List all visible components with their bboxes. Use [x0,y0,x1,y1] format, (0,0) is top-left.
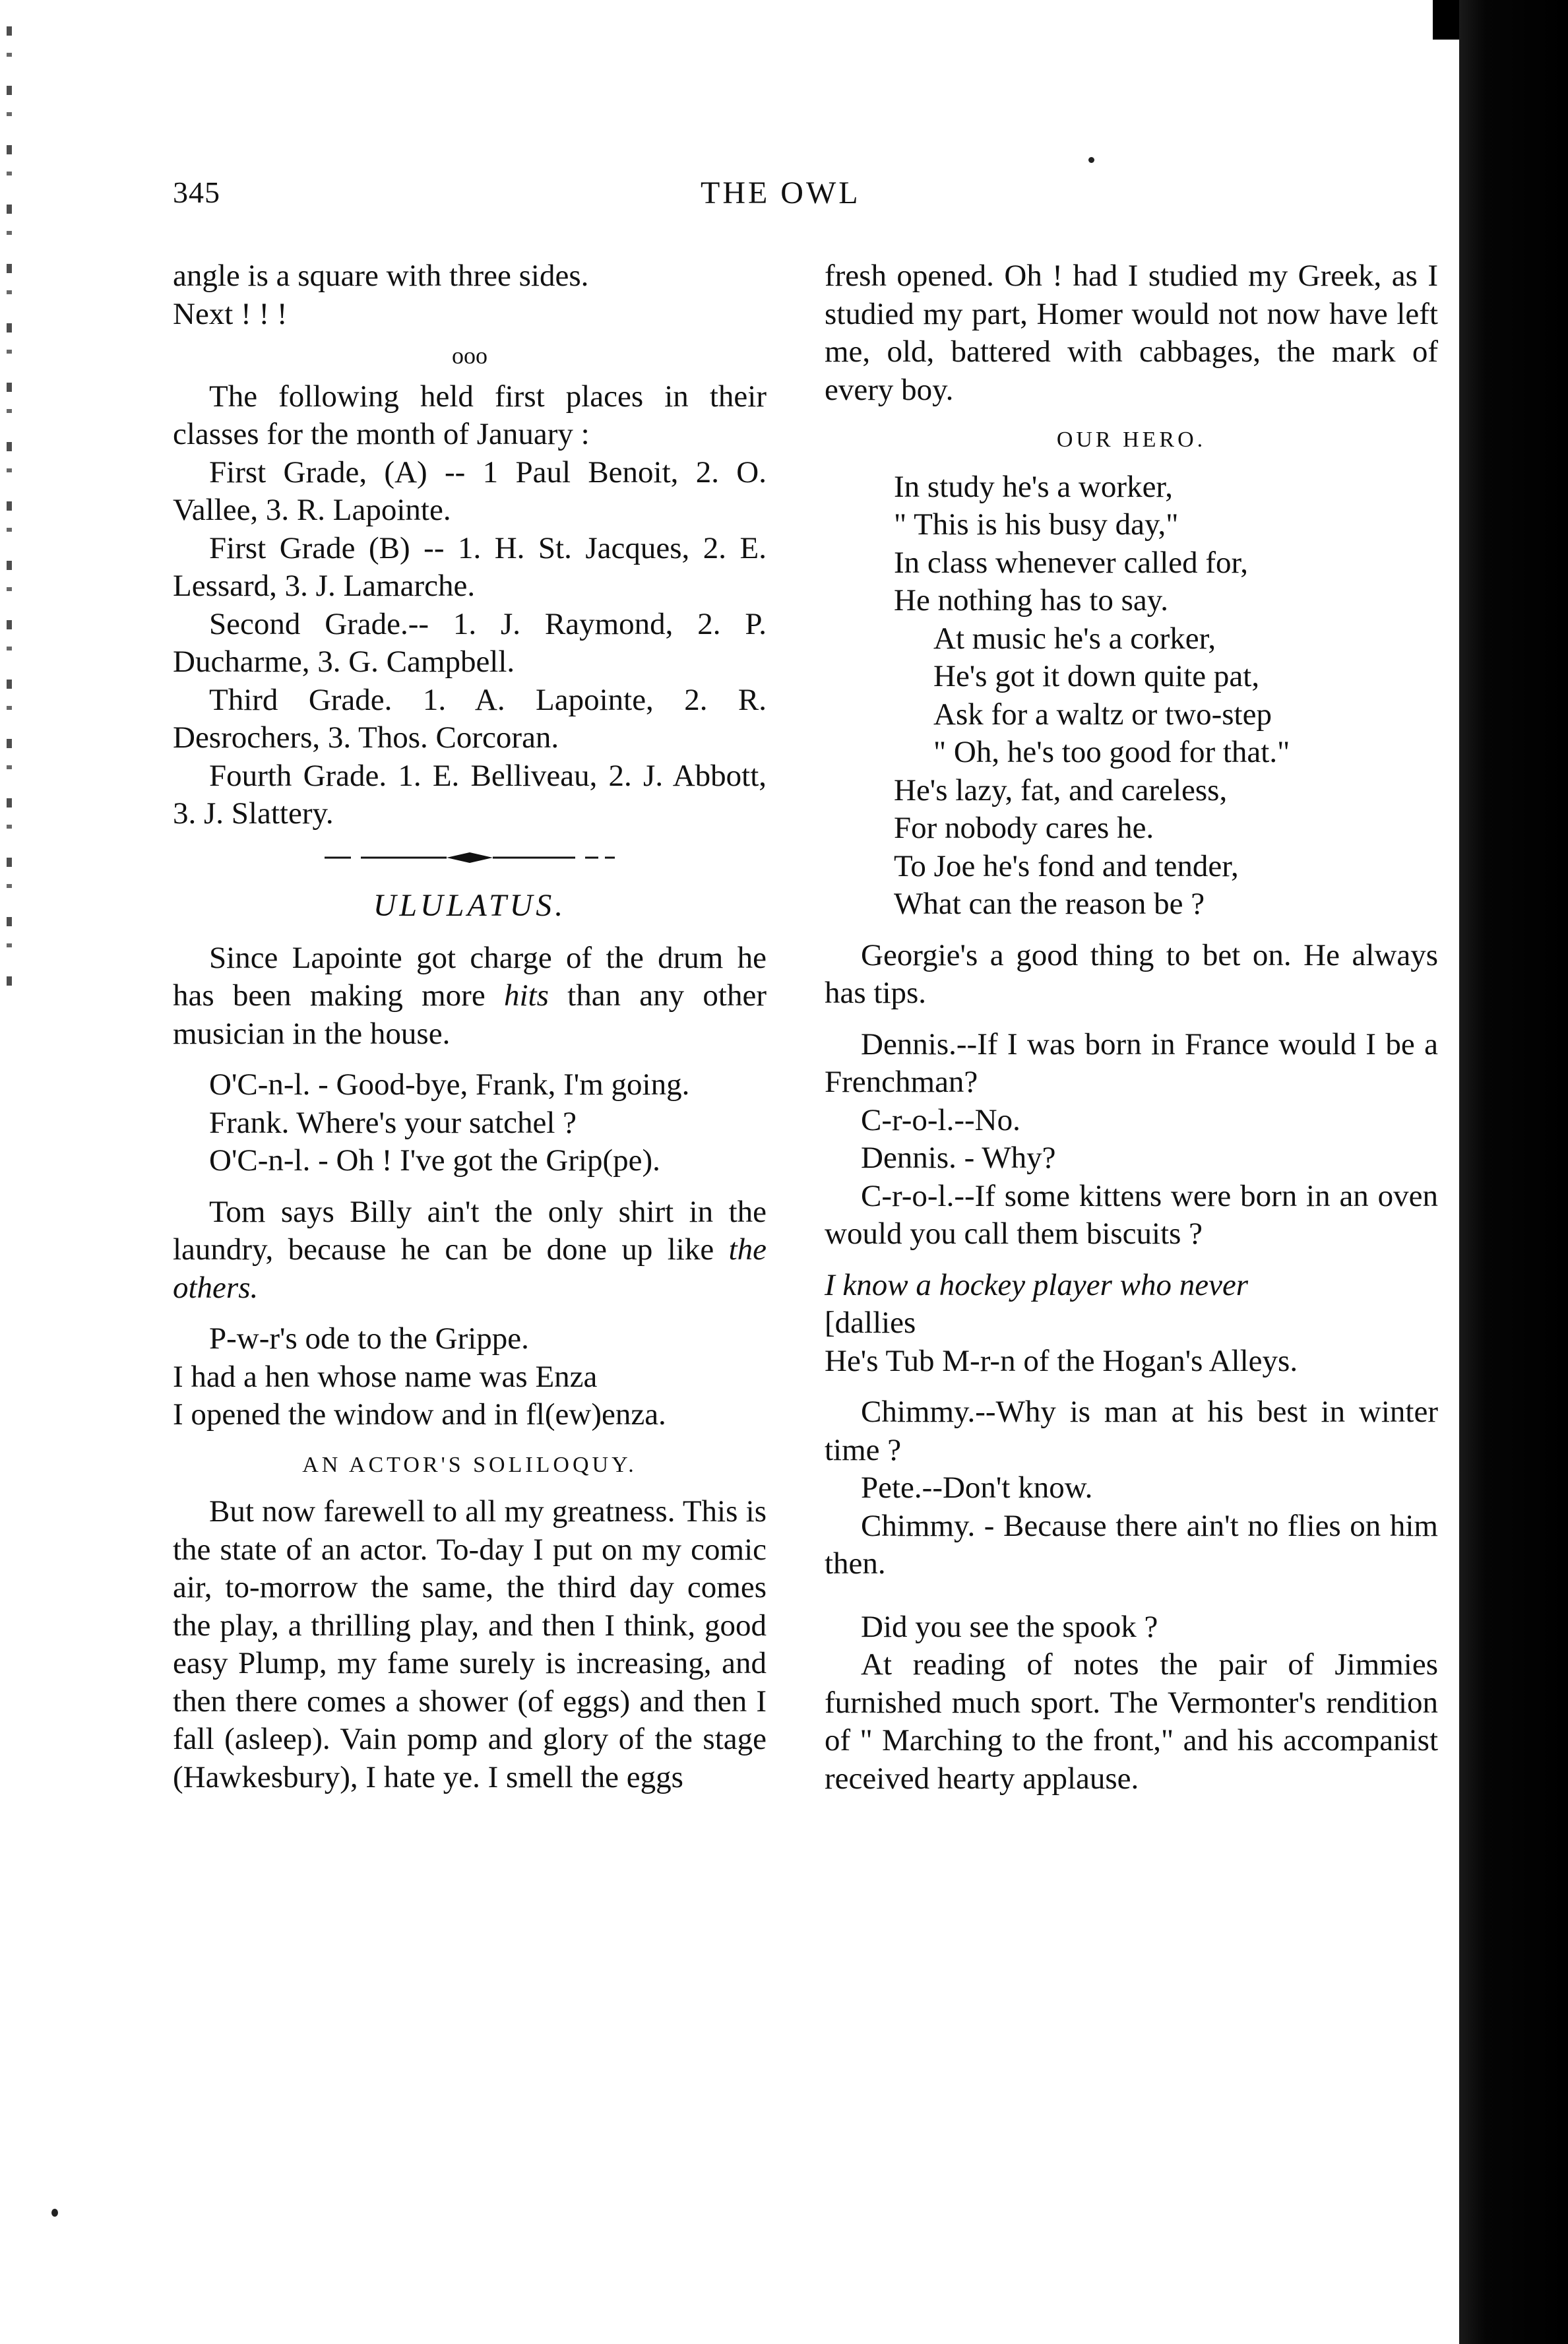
dennis-line: Dennis. - Why? [861,1141,1056,1175]
tom-emphasis: the others. [173,1232,767,1305]
poem-line: To Joe he's fond and tender, [894,848,1239,883]
poem-line: What can the reason be ? [894,887,1205,921]
ode-line: I opened the window and in fl(ew)enza. [173,1397,666,1432]
poem-line: " This is his busy day," [894,507,1179,542]
poem-line: At music he's a corker, [933,621,1216,656]
left-column [173,257,767,1796]
chimmy-line: Chimmy. - Because there ain't no flies on him then. [825,1508,1438,1581]
ink-speck [51,2209,58,2217]
page-edge-shadow [1459,0,1568,2344]
divider-ornament-icon [325,850,615,866]
grade-entry: Fourth Grade. 1. E. Belliveau, 2. J. Abbott, 3. J. Slattery. [173,758,767,831]
poem-title: OUR HERO. [1056,428,1207,452]
lapointe-paragraph [173,939,767,1054]
hockey-line-continued: [dallies [825,1306,916,1340]
page-number: 345 [173,175,220,209]
binding-edge [7,26,12,1003]
lapointe-emphasis: hits [503,978,549,1013]
reading-paragraph: At reading of notes the pair of Jimmies furnished much sport. The Vermonter's rendition of " Marching to the front," and his accompanist received hearty applause. [825,1647,1438,1796]
lapointe-text: Since Lapointe got charge of the drum he has been making more [173,940,767,1013]
lapointe-text-end: than any other musician in the house. [173,978,767,1051]
ode-line: P-w-r's ode to the Grippe. [209,1321,529,1356]
dennis-line: C-r-o-l.--If some kittens were born in an oven would you call them biscuits ? [825,1178,1438,1251]
poem-line: He nothing has to say. [894,583,1168,618]
section-title: ULULATUS. [373,888,567,923]
dennis-line: Dennis.--If I was born in France would I be a Frenchman? [825,1027,1438,1099]
separator: ooo [452,342,487,369]
dialogue-line: O'C-n-l. - Good-bye, Frank, I'm going. [209,1067,690,1102]
dialogue-line: O'C-n-l. - Oh ! I've got the Grip(pe). [209,1143,660,1178]
soliloquy-title: AN ACTOR'S SOLILOQUY. [302,1452,637,1477]
chimmy-line: Chimmy.--Why is man at his best in winter time ? [825,1395,1438,1467]
grade-entry: First Grade (B) -- 1. H. St. Jacques, 2. E. Lessard, 3. J. Lamarche. [173,530,767,603]
chimmy-line: Pete.--Don't know. [861,1471,1093,1505]
poem-line: " Oh, he's too good for that." [933,735,1290,769]
poem-line: In class whenever called for, [894,545,1249,580]
grade-entry: Second Grade.-- 1. J. Raymond, 2. P. Ducharme, 3. G. Campbell. [173,606,767,679]
spook-line: Did you see the spook ? [861,1609,1158,1644]
grade-entry: First Grade, (A) -- 1 Paul Benoit, 2. O. Vallee, 3. R. Lapointe. [173,455,767,527]
poem-line: He's got it down quite pat, [933,659,1260,693]
tom-paragraph [173,1193,767,1308]
dennis-line: C-r-o-l.--No. [861,1102,1020,1137]
ode-line: I had a hen whose name was Enza [173,1359,598,1394]
soliloquy-paragraph: But now farewell to all my greatness. This is the state of an actor. To-day I put on my comic air, to-morrow the same, the third day comes the play, a thrilling play, and then I think, good easy Plump, my fame surely is increasing, and then there comes a shower (of eggs) and then I fall (asleep). Vain pomp and glory of the stage (Hawkesbury), I hate ye. I smell the eggs [173,1494,767,1794]
poem-line: For nobody cares he. [894,811,1154,845]
hockey-line: He's Tub M-r-n of the Hogan's Alleys. [825,1343,1298,1378]
ornament-divider [173,837,767,875]
dialogue-line: Frank. Where's your satchel ? [209,1105,577,1140]
continuation-paragraph: fresh opened. Oh ! had I studied my Greek, as I studied my part, Homer would not now have left me, old, battered with cabbages, the mark of every boy. [825,259,1438,407]
opening-line-1: angle is a square with three sides. [173,259,589,293]
poem [825,468,1438,924]
right-column [825,257,1438,1798]
running-title: THE OWL [701,175,861,210]
grade-entry: Third Grade. 1. A. Lapointe, 2. R. Desrochers, 3. Thos. Corcoran. [173,682,767,755]
poem-line: Ask for a waltz or two-step [933,697,1272,732]
ink-speck [1088,157,1094,163]
page-header [173,175,1426,228]
hockey-line: I know a hockey player who never [825,1267,1249,1302]
poem-line: He's lazy, fat, and careless, [894,773,1228,808]
georgie-paragraph: Georgie's a good thing to bet on. He always has tips. [825,937,1438,1010]
tom-text: Tom says Billy ain't the only shirt in the laundry, because he can be done up like [173,1194,767,1267]
poem-line: In study he's a worker, [894,469,1173,504]
opening-line-2: Next ! ! ! [173,296,288,331]
first-places-intro: The following held first places in their classes for the month of January : [173,379,767,451]
